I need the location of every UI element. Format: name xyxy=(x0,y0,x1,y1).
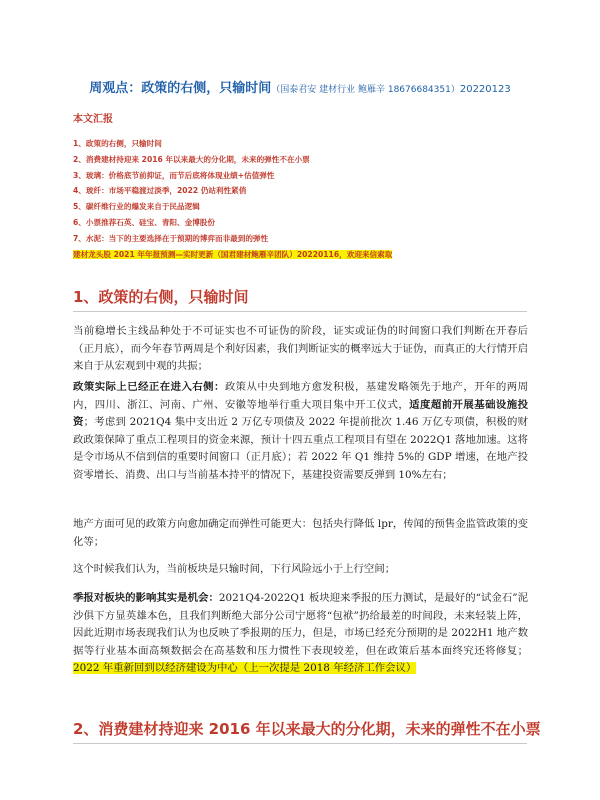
p2-text-b: ；考虑到 2021Q4 集中支出近 2 万亿专项债及 2022 年提前批次 1.46 万亿专项债，积极的财政政策保障了重点工程项目的资金来源，预计十四五重点工程项目有望在 2022Q1 落地加速。这将是令市场从不信到信的重要时间窗口（正月底）；若 2022 年 Q1 维持 5%的 GDP 增速，在地产投资零增长、消费、出口与当前基本持平的情况下，基建投资需要反弹到 10%左右； xyxy=(73,416,529,481)
title-main: 周观点：政策的右侧，只输时间 xyxy=(89,81,272,96)
toc-item[interactable]: 6、小票推荐石英、硅宝、青阳、金博股份 xyxy=(73,217,215,227)
section-1-paragraph-3: 地产方面可见的政策方向愈加确定而弹性可能更大：包括央行降低 lpr，传闻的预售金监管政策的变化等； xyxy=(73,518,528,548)
p5-lead-bold: 季报对板块的影响其实是机会： xyxy=(73,592,219,604)
toc-item-highlighted[interactable] xyxy=(73,247,392,263)
section-2-title: 2、消费建材持迎来 2016 年以来最大的分化期，未来的弹性不在小票 xyxy=(73,720,541,738)
section-1-paragraph-5 xyxy=(73,590,528,678)
title-date: 20220123 xyxy=(459,84,511,95)
section-1-paragraph-1: 当前稳增长主线品种处于不可证实也不可证伪的阶段，证实或证伪的时间窗口我们判断在开春后（正月底），而今年春节两周是个利好因素，我们判断证实的概率远大于证伪，而真正的大行情开启来自于从宏观到中观的共振； xyxy=(73,325,528,373)
table-of-contents xyxy=(73,136,392,262)
p2-bold-2: 适度超前开展基础设施投资 xyxy=(73,398,529,429)
toc-item[interactable]: 1、政策的右侧，只输时间 xyxy=(73,139,162,148)
report-heading: 本文汇报 xyxy=(73,114,113,125)
document-title xyxy=(0,77,600,96)
toc-item[interactable]: 2、消费建材持迎来 2016 年以来最大的分化期，未来的弹性不在小票 xyxy=(73,154,310,164)
section-1-divider xyxy=(73,311,527,312)
p5-highlight: 2022 年重新回到以经济建设为中心（上一次提是 2018 年经济工作会议） xyxy=(73,662,417,675)
toc-item[interactable]: 4、玻纤：市场平稳渡过淡季，2022 仍站利性紧俏 xyxy=(73,186,247,196)
p2-lead-bold: 政策实际上已经正在进入右侧： xyxy=(73,381,225,393)
toc-item[interactable]: 5、碳纤维行业的爆发来自于民品逻辑 xyxy=(73,202,200,212)
toc-item[interactable]: 3、玻璃：价格底节前抑证，而节后底将体现业绩+估值弹性 xyxy=(73,170,275,180)
p2-text-a: 政策从中央到地方愈发积极，基建发略领先于地产，开年的两周内，四川、浙江、河南、广州、安徽等地举行重大项目集中开工仪式， xyxy=(73,381,529,411)
title-author-info: （国泰君安 建材行业 鲍雁辛 18676684351） xyxy=(271,85,460,95)
section-1-paragraph-2 xyxy=(73,379,528,485)
section-1-paragraph-4: 这个时候我们认为，当前板块是只输时间，下行风险远小于上行空间； xyxy=(73,563,396,575)
section-1-title: 1、政策的右侧，只输时间 xyxy=(73,288,249,306)
toc-highlight-text: 建材龙头股 2021 年年报预测—实时更新（国君建材鲍雁辛团队）20220116，欢迎来信索取 xyxy=(73,249,393,259)
toc-item[interactable]: 7、水泥：当下的主要选择在于预期的博弈而非最到的弹性 xyxy=(73,233,269,243)
section-2-divider xyxy=(73,743,527,744)
p5-text: 2021Q4-2022Q1 板块迎来季报的压力测试，是最好的“试金石”泥沙俱下方显英雄本色，且我们判断绝大部分公司宁愿将“包袱”扔给最差的时间段，未来轻装上阵，因此近期市场表现我们认为也反映了季报期的压力，但是，市场已经充分预期的是 2022H1 地产数据等行业基本面高频数据会在高基数和压力惯性下表现较差，但在政策后基本面终究还将修复； xyxy=(73,592,528,657)
